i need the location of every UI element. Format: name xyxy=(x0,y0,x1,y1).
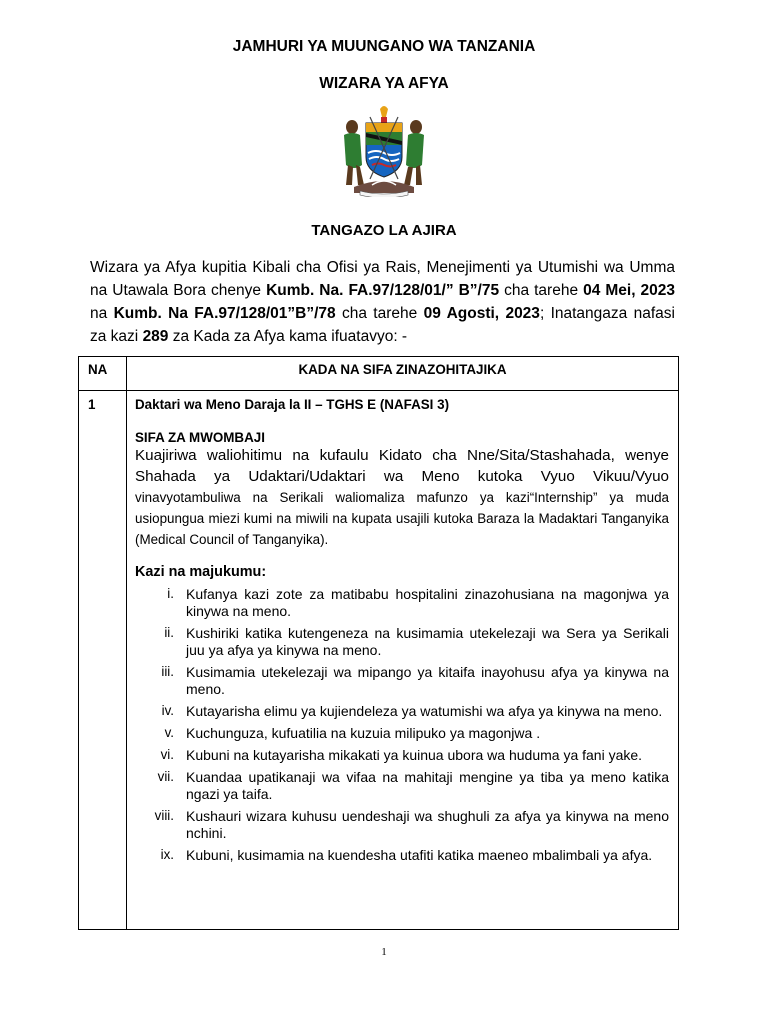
intro-paragraph xyxy=(90,256,675,348)
list-item-text: Kushauri wizara kuhusu uendeshaji wa shughuli za afya ya kinywa na meno nchini. xyxy=(186,808,669,841)
list-item xyxy=(135,769,669,803)
qualifications-text-part1: Kuajiriwa waliohitimu na kufaulu Kidato cha Nne/Sita/Stashahada, wenye Shahada ya Udaktari/Udaktari wa Meno kutoka Vyuo Vikuu/Vyuo xyxy=(135,447,669,485)
reference-date: 09 Agosti, 2023 xyxy=(423,305,540,322)
vacancy-table xyxy=(78,356,679,930)
vacancy-count: 289 xyxy=(142,328,169,345)
list-item-text: Kuchunguza, kufuatilia na kuzuia milipuko ya magonjwa . xyxy=(186,725,541,741)
list-item-number: ii. xyxy=(164,625,174,640)
reference-number: Kumb. Na FA.97/128/01”B”/78 xyxy=(113,305,336,322)
qualifications-heading: SIFA ZA MWOMBAJI xyxy=(135,430,265,445)
intro-text: Wizara ya Afya kupitia Kibali cha Ofisi ya Rais, Menejimenti ya Utumishi wa Umma na Utawala Bora chenye xyxy=(90,259,675,299)
list-item-text: Kuandaa upatikanaji wa vifaa na mahitaji mengine ya tiba ya meno katika ngazi ya taifa. xyxy=(186,769,669,802)
header-ministry: WIZARA YA AFYA xyxy=(319,75,449,92)
list-item-number: v. xyxy=(164,725,174,740)
qualifications-text-part2: vinavyotambuliwa na Serikali waliomaliza mafunzo ya kazi“Internship” ya muda usiopungua miezi kumi na miwili na kupata usajili kutoka Baraza la Madaktari Tanganyika (Medical Council of Tanganyika). xyxy=(135,490,669,547)
row-content xyxy=(127,391,679,930)
list-item-text: Kutayarisha elimu ya kujiendeleza ya watumishi wa afya ya kinywa na meno. xyxy=(186,703,663,719)
column-header-na: NA xyxy=(79,357,127,391)
intro-text: na xyxy=(90,305,114,322)
list-item xyxy=(135,703,669,720)
duties-list xyxy=(135,586,669,864)
list-item-number: vii. xyxy=(157,769,174,784)
page-number: 1 xyxy=(381,946,387,958)
list-item-text: Kufanya kazi zote za matibabu hospitalini zinazohusiana na magonjwa ya kinywa na meno. xyxy=(186,586,669,619)
list-item xyxy=(135,808,669,842)
duties-heading: Kazi na majukumu: xyxy=(135,564,267,580)
list-item xyxy=(135,586,669,620)
intro-text: cha tarehe xyxy=(499,282,584,299)
column-header-kada: KADA NA SIFA ZINAZOHITAJIKA xyxy=(127,357,679,391)
tanzania-coat-of-arms-icon xyxy=(334,105,434,197)
table-header-row xyxy=(79,357,679,391)
row-number: 1 xyxy=(79,391,127,930)
post-title: Daktari wa Meno Daraja la II – TGHS E (NAFASI 3) xyxy=(135,397,450,412)
intro-text: ; Inatangaza nafasi za kazi xyxy=(90,305,675,345)
list-item-text: Kubuni, kusimamia na kuendesha utafiti katika maeneo mbalimbali ya afya. xyxy=(186,847,653,863)
document-title: TANGAZO LA AJIRA xyxy=(311,222,457,239)
list-item-number: vi. xyxy=(160,747,174,762)
list-item-text: Kubuni na kutayarisha mikakati ya kuinua ubora wa huduma ya fani yake. xyxy=(186,747,643,763)
list-item-number: ix. xyxy=(160,847,174,862)
list-item-number: i. xyxy=(167,586,174,601)
list-item-number: viii. xyxy=(154,808,174,823)
list-item xyxy=(135,625,669,659)
list-item-text: Kushiriki katika kutengeneza na kusimamia utekelezaji wa Sera ya Serikali juu ya afya ya kinywa na meno. xyxy=(186,625,669,658)
list-item-number: iii. xyxy=(161,664,174,679)
reference-number: Kumb. Na. FA.97/128/01/” B”/75 xyxy=(266,282,500,299)
list-item xyxy=(135,847,669,864)
list-item xyxy=(135,747,669,764)
list-item xyxy=(135,725,669,742)
list-item xyxy=(135,664,669,698)
intro-text: cha tarehe xyxy=(335,305,424,322)
qualifications-text xyxy=(135,445,669,550)
table-row xyxy=(79,391,679,930)
list-item-number: iv. xyxy=(161,703,174,718)
intro-text: za Kada za Afya kama ifuatavyo: - xyxy=(168,328,408,345)
list-item-text: Kusimamia utekelezaji wa mipango ya kitaifa inayohusu afya ya kinywa na meno. xyxy=(186,664,669,697)
reference-date: 04 Mei, 2023 xyxy=(583,282,676,299)
header-republic: JAMHURI YA MUUNGANO WA TANZANIA xyxy=(232,38,536,55)
